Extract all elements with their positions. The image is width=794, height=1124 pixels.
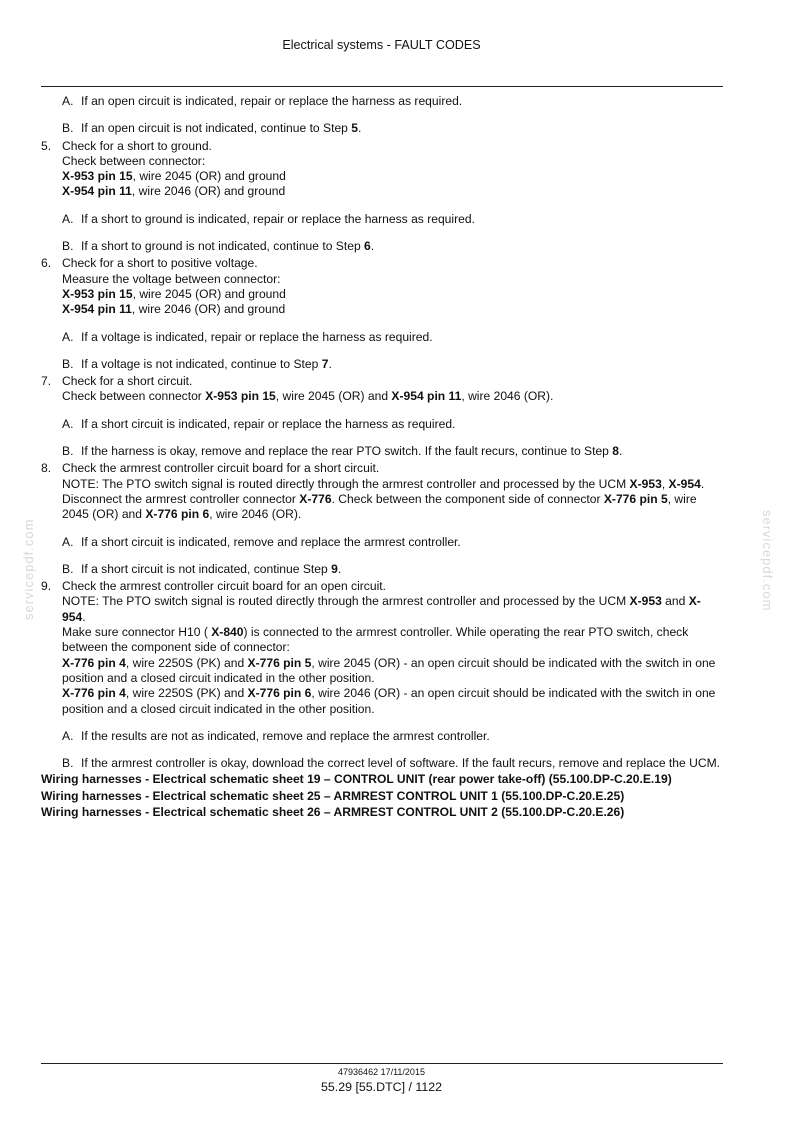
step-item <box>41 579 723 717</box>
watermark-left: servicepdf.com <box>21 518 36 620</box>
step-line <box>62 302 723 317</box>
steps-list <box>41 139 723 772</box>
bold-ref: X-953 pin 15 <box>205 389 276 404</box>
bold-ref: X-954 pin 11 <box>62 184 132 199</box>
text-run: Check between connector: <box>62 153 206 168</box>
substep-letter: A. <box>62 728 74 743</box>
text-run: , wire 2045 (OR) and <box>275 389 392 404</box>
step-number: 6. <box>41 256 52 271</box>
substep <box>41 239 723 254</box>
substep <box>41 729 723 744</box>
text-run: If an open circuit is not indicated, continue to Step <box>81 121 352 136</box>
text-run: , wire 2046 (OR). <box>461 389 554 404</box>
step-line <box>62 139 723 154</box>
text-run: If a voltage is indicated, repair or replace the harness as required. <box>81 329 433 344</box>
substep-letter: A. <box>62 416 74 431</box>
text-run: If the armrest controller is okay, download the correct level of software. If the fault recurs, remove and replace the UCM. <box>81 756 721 771</box>
bold-ref: X-954 <box>62 594 701 624</box>
text-run: Measure the voltage between connector: <box>62 271 281 286</box>
text-run: , wire 2045 (OR) - an open circuit should be indicated with the switch in one position and a closed circuit indicated in the other position. <box>62 655 716 685</box>
bold-ref: 6 <box>364 239 371 254</box>
text-run: , wire 2250S (PK) and <box>125 655 248 670</box>
bold-ref: X-954 <box>668 476 701 491</box>
reference-link: Wiring harnesses - Electrical schematic sheet 26 – ARMREST CONTROL UNIT 2 (55.100.DP-C.20.E.26) <box>41 804 625 819</box>
text-run: If a short to ground is indicated, repair or replace the harness as required. <box>81 211 475 226</box>
step-line <box>62 656 723 687</box>
text-run: , wire 2046 (OR) - an open circuit should be indicated with the switch in one position and a closed circuit indicated in the other position. <box>62 686 716 716</box>
step-line <box>62 625 723 656</box>
bold-ref: X-776 pin 6 <box>145 507 210 522</box>
substep-text <box>81 756 723 771</box>
step-line <box>62 492 723 523</box>
substep-text <box>81 212 723 227</box>
text-run: If the harness is okay, remove and replace the rear PTO switch. If the fault recurs, continue to Step <box>81 444 613 459</box>
substep-text <box>81 94 723 109</box>
bold-ref: 7 <box>321 356 329 371</box>
step-item <box>41 374 723 405</box>
text-run: . <box>328 356 332 371</box>
text-run: Disconnect the armrest controller connector <box>62 491 300 506</box>
bold-ref: X-776 pin 5 <box>603 491 668 506</box>
text-run: Make sure connector H10 ( <box>62 625 212 640</box>
step-number: 5. <box>41 138 52 153</box>
bold-ref: X-953 pin 15 <box>62 169 133 184</box>
text-run: If a short circuit is indicated, remove and replace the armrest controller. <box>81 534 461 549</box>
text-run: and <box>661 594 689 609</box>
bold-ref: X-954 pin 11 <box>391 389 462 404</box>
substep-letter: B. <box>62 121 74 136</box>
text-run: Check between connector <box>62 389 206 404</box>
substep <box>41 562 723 577</box>
substep-text <box>81 417 723 432</box>
page-header-title: Electrical systems - FAULT CODES <box>282 38 481 52</box>
text-run: If a short circuit is not indicated, continue Step <box>81 561 332 576</box>
substep <box>41 121 723 136</box>
text-run: If a voltage is not indicated, continue to Step <box>81 356 322 371</box>
text-run: Check the armrest controller circuit board for a short circuit. <box>62 461 380 476</box>
substep-text <box>81 330 723 345</box>
step-item <box>41 256 723 317</box>
step-line <box>62 374 723 389</box>
substep-text <box>81 729 723 744</box>
step-number: 8. <box>41 461 52 476</box>
bold-ref: X-953 pin 15 <box>62 286 133 301</box>
step-line <box>62 461 723 476</box>
substep-letter: B. <box>62 444 74 459</box>
step-item <box>41 461 723 522</box>
substep-letter: A. <box>62 329 74 344</box>
step-item <box>41 139 723 200</box>
substep-text <box>81 562 723 577</box>
reference-link: Wiring harnesses - Electrical schematic sheet 25 – ARMREST CONTROL UNIT 1 (55.100.DP-C.20.E.25) <box>41 788 625 803</box>
text-run: , wire 2046 (OR). <box>209 507 302 522</box>
step-line <box>62 389 723 404</box>
intro-substeps <box>41 94 723 137</box>
substep <box>41 417 723 432</box>
substep-text <box>81 121 723 136</box>
step-line <box>62 256 723 271</box>
substep-letter: A. <box>62 534 74 549</box>
bold-ref: 5 <box>351 121 358 136</box>
text-run: If a short to ground is not indicated, continue to Step <box>81 239 365 254</box>
bold-ref: X-776 <box>299 491 332 506</box>
step-line <box>62 287 723 302</box>
text-run: NOTE: The PTO switch signal is routed directly through the armrest controller and processed by the UCM <box>62 594 630 609</box>
bold-ref: 8 <box>612 444 620 459</box>
step-number: 9. <box>41 579 52 594</box>
step-line <box>62 477 723 492</box>
bold-ref: X-776 pin 6 <box>247 686 312 701</box>
text-run: Check for a short to positive voltage. <box>62 256 258 271</box>
text-run: . <box>619 444 623 459</box>
step-line <box>62 154 723 169</box>
step-line <box>62 184 723 199</box>
text-run: . <box>700 476 705 491</box>
substep-letter: B. <box>62 356 74 371</box>
step-line <box>62 594 723 625</box>
bold-ref: X-776 pin 4 <box>62 655 126 670</box>
text-run: ) is connected to the armrest controller. While operating the rear PTO switch, check between the component side of connector: <box>62 625 689 655</box>
substep <box>41 212 723 227</box>
text-run: Check for a short to ground. <box>62 138 212 153</box>
text-run: , wire 2046 (OR) and ground <box>131 184 286 199</box>
watermark-right: servicepdf.com <box>760 510 775 612</box>
text-run: , wire 2046 (OR) and ground <box>131 302 286 317</box>
reference-link: Wiring harnesses - Electrical schematic sheet 19 – CONTROL UNIT (rear power take-off) (55.100.DP-C.20.E.19) <box>41 772 672 787</box>
substep-text <box>81 239 723 254</box>
text-run: NOTE: The PTO switch signal is routed directly through the armrest controller and processed by the UCM <box>62 476 630 491</box>
substep-letter: B. <box>62 561 74 576</box>
bold-ref: X-840 <box>211 625 244 640</box>
substep <box>41 357 723 372</box>
text-run: If an open circuit is indicated, repair or replace the harness as required. <box>81 94 463 108</box>
substep-letter: A. <box>62 211 74 226</box>
substep-text <box>81 444 723 459</box>
text-run: Check the armrest controller circuit board for an open circuit. <box>62 579 386 594</box>
substep <box>41 94 723 109</box>
text-run: . <box>82 609 86 624</box>
step-line <box>62 169 723 184</box>
substep-letter: A. <box>62 94 74 108</box>
text-run: , wire 2045 (OR) and <box>62 491 697 522</box>
substep <box>41 444 723 459</box>
footer-page-number: 55.29 [55.DTC] / 1122 <box>321 1080 442 1094</box>
text-run: . <box>337 561 342 576</box>
substep <box>41 535 723 550</box>
substep-letter: B. <box>62 239 74 254</box>
substep <box>41 330 723 345</box>
text-run: , wire 2045 (OR) and ground <box>132 286 286 301</box>
text-run: . <box>370 239 375 254</box>
bold-ref: X-776 pin 4 <box>62 686 126 701</box>
bold-ref: X-776 pin 5 <box>247 655 312 670</box>
text-run: , wire 2045 (OR) and ground <box>132 169 286 184</box>
text-run: . <box>358 121 362 136</box>
text-run: If the results are not as indicated, remove and replace the armrest controller. <box>81 728 490 743</box>
step-number: 7. <box>41 374 52 389</box>
references <box>41 772 723 820</box>
text-run: If a short circuit is indicated, repair or replace the harness as required. <box>81 416 456 431</box>
substep <box>41 756 723 771</box>
bold-ref: X-953 <box>629 476 662 491</box>
step-line <box>62 272 723 287</box>
document-body <box>41 94 723 820</box>
step-line <box>62 686 723 717</box>
text-run: . Check between the component side of connector <box>331 491 604 506</box>
header-rule <box>41 86 723 87</box>
substep-text <box>81 535 723 550</box>
footer-rule <box>41 1063 723 1064</box>
substep-text <box>81 357 723 372</box>
substep-letter: B. <box>62 756 74 771</box>
bold-ref: X-954 pin 11 <box>62 302 132 317</box>
text-run: , <box>661 476 669 491</box>
step-line <box>62 579 723 594</box>
footer-doc-id: 47936462 17/11/2015 <box>338 1067 425 1077</box>
bold-ref: 9 <box>331 561 338 576</box>
bold-ref: X-953 <box>629 594 662 609</box>
text-run: , wire 2250S (PK) and <box>125 686 248 701</box>
text-run: Check for a short circuit. <box>62 374 193 389</box>
